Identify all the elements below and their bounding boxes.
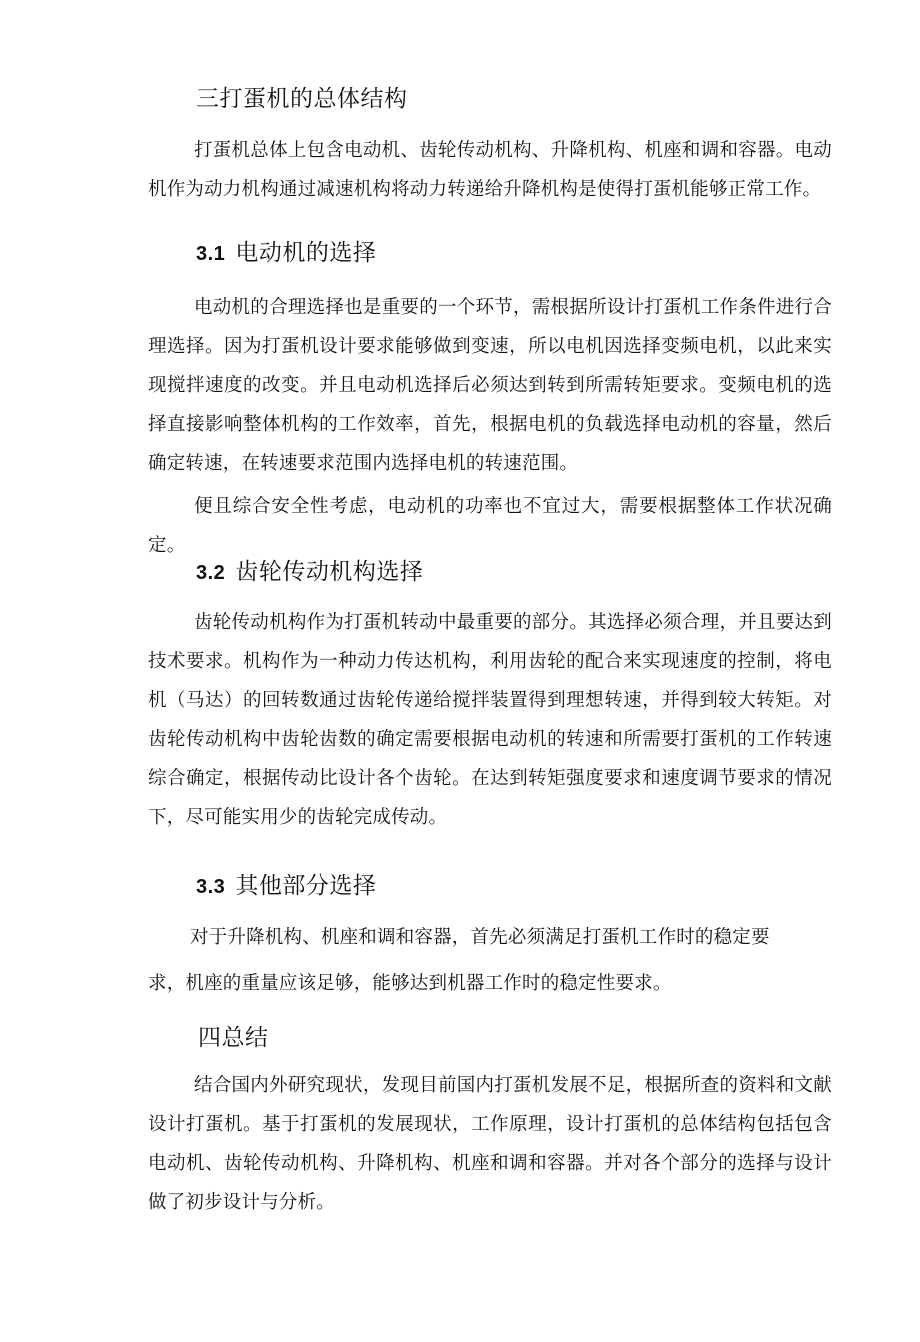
section-title: 齿轮传动机构选择	[235, 559, 424, 585]
section-number: 3.3	[196, 876, 226, 898]
section-title: 其他部分选择	[235, 873, 377, 899]
section-3-3-line-1: 对于升降机构、机座和调和容器，首先必须满足打蛋机工作时的稳定要	[190, 927, 770, 948]
section-4-paragraph: 结合国内外研究现状，发现目前国内打蛋机发展不足，根据所查的资料和文献设计打蛋机。基于打蛋机的发展现状，工作原理，设计打蛋机的总体结构包括包含电动机、齿轮传动机构、升降机构、机座和调和容器。并对各个部分的选择与设计做了初步设计与分析。	[148, 1075, 832, 1213]
section-3-3-line-2: 求，机座的重量应该足够，能够达到机器工作时的稳定性要求。	[148, 973, 672, 994]
section-3-heading: 三打蛋机的总体结构	[196, 86, 408, 112]
section-3-1-heading	[196, 238, 376, 269]
section-4-heading: 四总结	[198, 1025, 269, 1051]
section-title: 电动机的选择	[235, 240, 377, 266]
section-3-1-paragraph-2: 便且综合安全性考虑，电动机的功率也不宜过大，需要根据整体工作状况确定。	[148, 496, 832, 556]
section-3-2-paragraph: 齿轮传动机构作为打蛋机转动中最重要的部分。其选择必须合理，并且要达到技术要求。机构作为一种动力传达机构，利用齿轮的配合来实现速度的控制，将电机（马达）的回转数通过齿轮传递给搅拌装置得到理想转速，并得到较大转矩。对齿轮传动机构中齿轮齿数的确定需要根据电动机的转速和所需要打蛋机的工作转速综合确定，根据传动比设计各个齿轮。在达到转矩强度要求和速度调节要求的情况下，尽可能实用少的齿轮完成传动。	[148, 612, 832, 828]
section-number: 3.2	[196, 562, 226, 584]
section-number: 3.1	[196, 243, 226, 265]
section-3-paragraph: 打蛋机总体上包含电动机、齿轮传动机构、升降机构、机座和调和容器。电动机作为动力机构通过减速机构将动力转递给升降机构是使得打蛋机能够正常工作。	[148, 140, 832, 200]
section-3-3-heading	[196, 871, 376, 902]
section-3-2-heading	[196, 557, 423, 588]
section-3-1-paragraph-1: 电动机的合理选择也是重要的一个环节，需根据所设计打蛋机工作条件进行合理选择。因为打蛋机设计要求能够做到变速，所以电机因选择变频电机，以此来实现搅拌速度的改变。并且电动机选择后必须达到转到所需转矩要求。变频电机的选择直接影响整体机构的工作效率，首先，根据电机的负载选择电动机的容量，然后确定转速，在转速要求范围内选择电机的转速范围。	[148, 297, 832, 474]
